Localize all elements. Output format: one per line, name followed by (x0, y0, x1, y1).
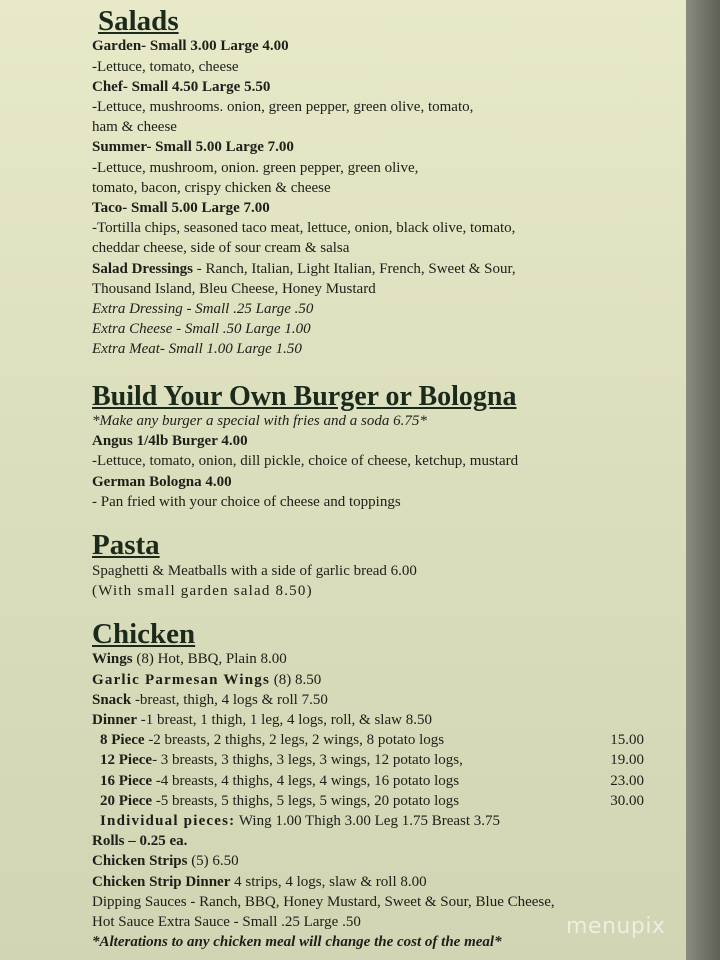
chicken-snack (92, 690, 676, 710)
dinner-label: Dinner (92, 711, 137, 728)
extra-dressing: Extra Dressing - Small .25 Large .50 (92, 301, 314, 318)
piece-price: 23.00 (610, 772, 644, 789)
salad-dressings (92, 259, 676, 279)
wings-text: (8) Hot, BBQ, Plain 8.00 (132, 651, 287, 668)
piece-price: 30.00 (610, 792, 644, 809)
piece-label: 8 Piece (100, 732, 145, 749)
garlic-text: (8) 8.50 (269, 671, 322, 688)
chicken-dinner (92, 710, 676, 730)
german-bologna: German Bologna 4.00 (92, 473, 232, 490)
piece-price: 15.00 (610, 732, 644, 749)
piece-row (100, 771, 676, 791)
burger-special: *Make any burger a special with fries and a soda 6.75* (92, 413, 427, 430)
dressings-label: Salad Dressings (92, 260, 194, 277)
item-desc: cheddar cheese, side of sour cream & salsa (92, 240, 350, 257)
alterations-note: *Alterations to any chicken meal will change the cost of the meal* (92, 934, 502, 951)
chicken-heading: Chicken (92, 617, 196, 650)
item-price: - Small 5.00 Large 7.00 (146, 139, 294, 156)
extra-cheese: Extra Cheese - Small .50 Large 1.00 (92, 321, 311, 338)
salad-item-garden (92, 36, 676, 56)
salad-item-summer (92, 137, 676, 157)
dressings-text: - Ranch, Italian, Light Italian, French, Sweet & Sour, (193, 260, 516, 277)
item-desc: tomato, bacon, crispy chicken & cheese (92, 179, 331, 196)
piece-row (100, 750, 676, 770)
individual-label: Individual pieces: (100, 813, 236, 829)
garlic-parmesan-wings (92, 670, 676, 690)
angus-desc: -Lettuce, tomato, onion, dill pickle, choice of cheese, ketchup, mustard (92, 453, 519, 470)
watermark-logo: menupix (566, 914, 666, 939)
bologna-desc: - Pan fried with your choice of cheese and toppings (92, 493, 401, 510)
piece-desc: -4 breasts, 4 thighs, 4 legs, 4 wings, 16 potato logs (152, 772, 460, 789)
pasta-line-1: Spaghetti & Meatballs with a side of garlic bread 6.00 (92, 562, 417, 579)
item-price: - Small 5.00 Large 7.00 (122, 200, 270, 217)
strips-label: Chicken Strips (92, 853, 188, 870)
item-desc: -Lettuce, mushrooms. onion, green pepper, green olive, tomato, (92, 99, 474, 116)
item-desc: -Tortilla chips, seasoned taco meat, lettuce, onion, black olive, tomato, (92, 220, 516, 237)
snack-label: Snack (92, 691, 132, 708)
item-name: Chef (92, 78, 123, 95)
individual-text: Wing 1.00 Thigh 3.00 Leg 1.75 Breast 3.75 (235, 813, 501, 829)
piece-row (100, 791, 676, 811)
item-desc: -Lettuce, mushroom, onion. green pepper, green olive, (92, 159, 419, 176)
item-name: Summer (92, 139, 147, 156)
menu-content (92, 6, 676, 952)
piece-desc: - 3 breasts, 3 thighs, 3 legs, 3 wings, 12 potato logs, (152, 752, 463, 769)
strip-dinner-text: 4 strips, 4 logs, slaw & roll 8.00 (230, 873, 427, 890)
garlic-label: Garlic Parmesan Wings (92, 671, 270, 688)
dinner-text: -1 breast, 1 thigh, 1 leg, 4 logs, roll, & slaw 8.50 (137, 711, 432, 728)
piece-desc: -5 breasts, 5 thighs, 5 legs, 5 wings, 20 potato logs (152, 792, 460, 809)
salads-heading: Salads (98, 5, 179, 37)
salad-item-taco (92, 198, 676, 218)
chicken-strips (92, 851, 676, 871)
counter-surface (686, 0, 720, 960)
item-desc: -Lettuce, tomato, cheese (92, 58, 239, 75)
chicken-wings (92, 649, 676, 669)
burger-heading: Build Your Own Burger or Bologna (92, 380, 517, 412)
dressings-text-2: Thousand Island, Bleu Cheese, Honey Mustard (92, 280, 376, 297)
piece-row (100, 730, 676, 750)
item-name: Taco (92, 200, 123, 217)
item-price: - Small 4.50 Large 5.50 (122, 78, 271, 95)
piece-price: 19.00 (610, 752, 644, 769)
pasta-heading: Pasta (92, 529, 160, 562)
piece-label: 20 Piece (100, 792, 153, 809)
extra-sauce: Hot Sauce Extra Sauce - Small .25 Large .50 (92, 914, 361, 931)
piece-label: 12 Piece (100, 752, 153, 769)
item-price: - Small 3.00 Large 4.00 (141, 38, 289, 55)
piece-label: 16 Piece (100, 772, 153, 789)
salad-item-chef (92, 77, 676, 97)
extra-meat: Extra Meat- Small 1.00 Large 1.50 (92, 341, 302, 358)
item-name: Garden (92, 38, 142, 55)
chicken-strip-dinner (92, 872, 676, 892)
pasta-line-2: (With small garden salad 8.50) (92, 582, 313, 599)
dipping-sauces: Dipping Sauces - Ranch, BBQ, Honey Mustard, Sweet & Sour, Blue Cheese, (92, 893, 555, 910)
strip-dinner-label: Chicken Strip Dinner (92, 873, 231, 890)
wings-label: Wings (92, 651, 133, 668)
rolls: Rolls – 0.25 ea. (92, 833, 188, 850)
item-desc: ham & cheese (92, 119, 177, 136)
angus-burger: Angus 1/4lb Burger 4.00 (92, 433, 248, 450)
piece-desc: -2 breasts, 2 thighs, 2 legs, 2 wings, 8 potato logs (144, 732, 445, 749)
individual-pieces (100, 811, 676, 831)
snack-text: -breast, thigh, 4 logs & roll 7.50 (131, 691, 328, 708)
strips-text: (5) 6.50 (187, 853, 239, 870)
